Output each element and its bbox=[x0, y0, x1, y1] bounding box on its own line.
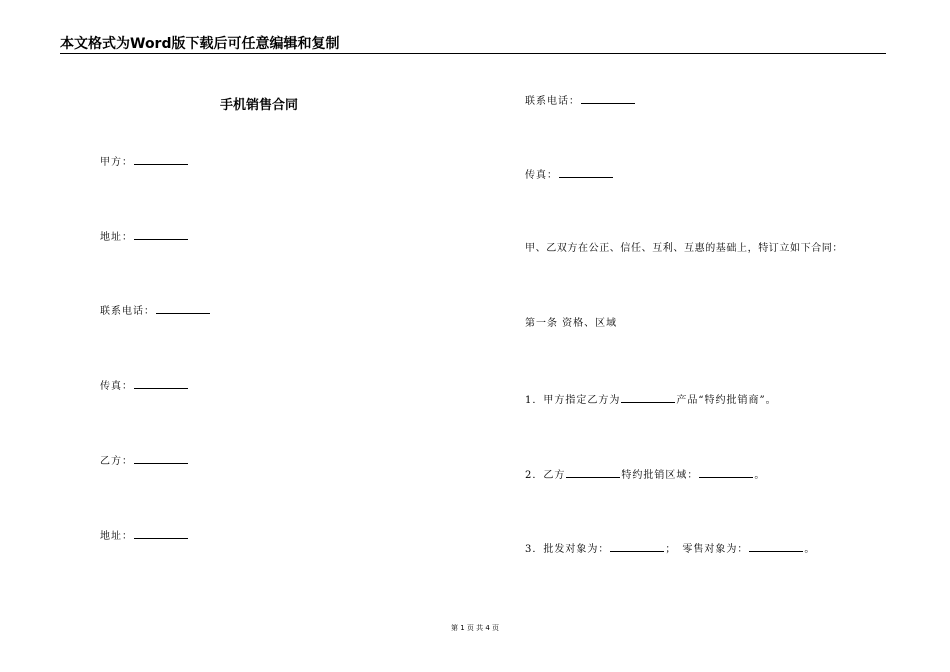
party-a-line bbox=[100, 154, 189, 170]
document-title: 手机销售合同 bbox=[220, 98, 299, 113]
page-number: 第 1 页 共 4 页 bbox=[450, 624, 500, 632]
fax-2-blank bbox=[559, 167, 613, 178]
fax-1-line bbox=[100, 378, 189, 394]
address-1-line bbox=[100, 229, 189, 245]
clause-1-line bbox=[525, 392, 777, 408]
clause-2-blank-1 bbox=[566, 467, 620, 478]
phone-1-label: 联系电话： bbox=[100, 306, 155, 317]
address-1-label: 地址： bbox=[100, 232, 133, 243]
fax-1-label: 传真： bbox=[100, 381, 133, 392]
address-2-blank bbox=[134, 528, 188, 539]
phone-1-blank bbox=[156, 303, 210, 314]
clause-1-text-a: 1．甲方指定乙方为 bbox=[525, 395, 621, 406]
party-b-blank bbox=[134, 453, 188, 464]
party-b-label: 乙方： bbox=[100, 456, 133, 467]
article-1-heading: 第一条 资格、区域 bbox=[525, 318, 618, 329]
address-2-label: 地址： bbox=[100, 531, 133, 542]
clause-3-text-a: 3．批发对象为： bbox=[525, 544, 610, 555]
intro-paragraph: 甲、乙双方在公正、信任、互利、互惠的基础上，特订立如下合同： bbox=[525, 243, 843, 254]
clause-2-blank-2 bbox=[699, 467, 753, 478]
phone-2-label: 联系电话： bbox=[525, 96, 580, 107]
phone-2-blank bbox=[581, 93, 635, 104]
phone-2-line bbox=[525, 93, 636, 109]
clause-3-blank-2 bbox=[749, 541, 803, 552]
address-2-line bbox=[100, 528, 189, 544]
phone-1-line bbox=[100, 303, 211, 319]
clause-3-line bbox=[525, 541, 815, 557]
clause-3-text-b: ； 零售对象为： bbox=[665, 544, 749, 555]
party-a-blank bbox=[134, 154, 188, 165]
party-b-line bbox=[100, 453, 189, 469]
fax-2-line bbox=[525, 167, 614, 183]
fax-1-blank bbox=[134, 378, 188, 389]
clause-2-line bbox=[525, 467, 765, 483]
clause-3-blank-1 bbox=[610, 541, 664, 552]
clause-1-blank bbox=[621, 392, 675, 403]
clause-2-text-b: 特约批销区域： bbox=[621, 470, 699, 481]
clause-2-text-c: 。 bbox=[754, 470, 766, 481]
clause-1-text-b: 产品“特约批销商”。 bbox=[676, 395, 777, 406]
clause-2-text-a: 2．乙方 bbox=[525, 470, 566, 481]
address-1-blank bbox=[134, 229, 188, 240]
clause-3-text-c: 。 bbox=[804, 544, 816, 555]
fax-2-label: 传真： bbox=[525, 170, 558, 181]
party-a-label: 甲方： bbox=[100, 157, 133, 168]
document-header: 本文格式为Word版下载后可任意编辑和复制 bbox=[60, 36, 886, 54]
